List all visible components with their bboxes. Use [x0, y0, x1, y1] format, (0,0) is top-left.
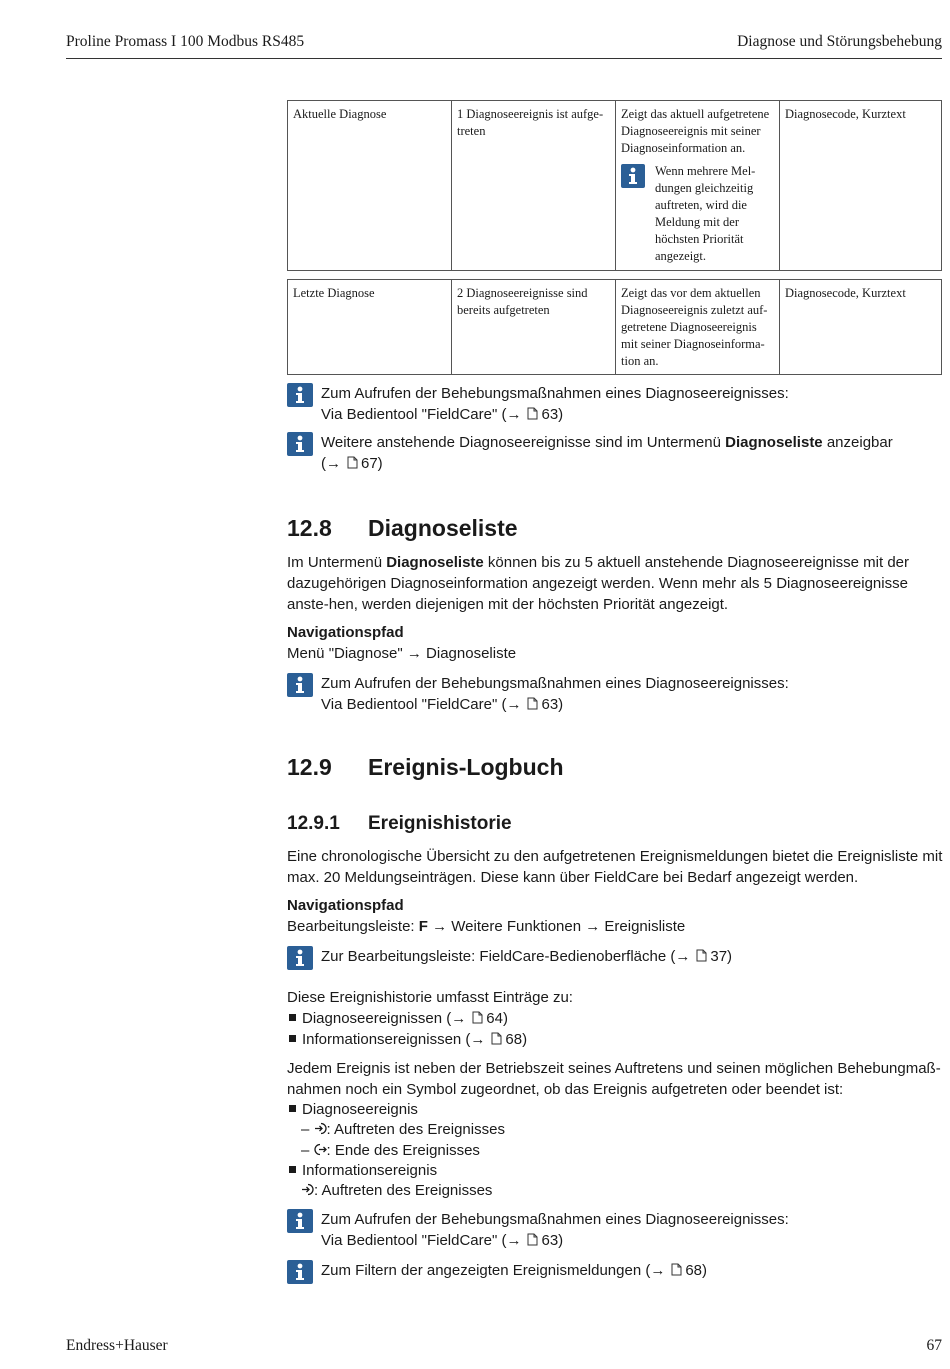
section-title: Ereignishistorie — [368, 813, 512, 834]
list-subitem — [301, 1180, 492, 1201]
note-text-line2 — [321, 404, 789, 425]
paragraph-diagnoseliste — [287, 552, 943, 615]
list-item — [287, 1160, 437, 1181]
dash: – — [301, 1142, 314, 1159]
info-note-bearbeitungsleiste — [287, 946, 732, 970]
page-ref-icon — [671, 1263, 682, 1276]
note-text — [321, 1260, 707, 1284]
event-end-icon — [314, 1143, 327, 1156]
entries-intro: Diese Ereignishistorie umfasst Einträge zu: — [287, 989, 573, 1006]
note-text: Zum Aufrufen der Behebungsmaßnahmen eines Diagnoseereignisses: — [321, 675, 789, 692]
section-heading-12-9-1 — [287, 813, 512, 835]
page-ref-icon — [696, 949, 707, 962]
section-heading-12-8 — [287, 515, 518, 542]
table-row — [288, 101, 942, 271]
page-ref[interactable]: 37) — [710, 948, 733, 965]
list-item-text: Informationsereignis — [302, 1162, 438, 1179]
note-text-bold: Diagnoseliste — [725, 434, 823, 451]
section-title: Ereignis-Logbuch — [368, 754, 564, 780]
info-icon — [287, 383, 313, 407]
nav-label: Navigationspfad — [287, 897, 404, 914]
nav-path: Menü "Diagnose" → Diagnoseliste — [287, 645, 517, 662]
table-row — [288, 280, 942, 375]
note-text — [321, 946, 732, 970]
note-link-text: Via Bedientool "FieldCare" (→ — [321, 1232, 522, 1249]
section-number: 12.9.1 — [287, 813, 340, 834]
header-rule — [66, 58, 942, 59]
nav-text-bold: F — [418, 918, 428, 935]
table-cell-description — [616, 101, 780, 271]
table-cell-parameter: Letzte Diagnose — [288, 280, 452, 375]
note-text: Zum Aufrufen der Behebungsmaßnahmen eines Diagnoseereignisses: — [321, 1211, 789, 1228]
table-cell-parameter: Aktuelle Diagnose — [288, 101, 452, 271]
list-item — [287, 1008, 508, 1029]
info-icon — [287, 432, 313, 456]
info-icon — [287, 1260, 313, 1284]
note-text — [321, 432, 893, 453]
diagnosis-table-row2 — [287, 279, 942, 375]
page-ref-icon — [527, 1233, 538, 1246]
nav-path — [287, 916, 943, 937]
paragraph-ereignishistorie: Eine chronologische Übersicht zu den aufgetretenen Ereignismeldungen bietet die Ereignisliste mit max. 20 Meldungseinträgen. Diese kann über FieldCare bei Bedarf angezeigt werden. — [287, 848, 943, 886]
page-ref[interactable]: 68) — [505, 1031, 528, 1048]
note-text-line2 — [321, 1230, 789, 1251]
info-icon — [287, 946, 313, 970]
para-text-bold: Diagnoseliste — [386, 554, 484, 571]
description-text: Zeigt das aktuell aufgetretene Diagnoseereignis mit seiner Diagnoseinformation an. — [621, 107, 770, 155]
page-ref[interactable]: 63) — [541, 406, 564, 423]
para-text-a: Im Untermenü — [287, 554, 383, 571]
note-link-text: Via Bedientool "FieldCare" (→ — [321, 696, 522, 713]
bullet-icon — [289, 1105, 296, 1112]
footer-company: Endress+Hauser — [66, 1337, 168, 1354]
footer-page-number: 67 — [926, 1337, 942, 1354]
event-start-icon — [314, 1122, 327, 1135]
info-icon — [287, 1209, 313, 1233]
nav-text-a: Bearbeitungsleiste: — [287, 918, 415, 935]
page-ref-icon — [527, 407, 538, 420]
page-ref[interactable]: 67) — [361, 455, 383, 472]
header-chapter-title: Diagnose und Störungsbehebung — [737, 33, 942, 50]
list-subitem — [301, 1140, 480, 1161]
table-cell-prerequisite: 2 Diagnoseereignisse sind bereits aufgetreten — [452, 280, 616, 375]
info-note-diagnoseliste — [287, 432, 893, 474]
info-note — [621, 163, 774, 265]
header-document-title: Proline Promass I 100 Modbus RS485 — [66, 33, 305, 50]
page-ref-icon — [472, 1011, 483, 1024]
list-subitem — [301, 1119, 505, 1140]
bullet-icon — [289, 1035, 296, 1042]
list-item-text: Diagnoseereignis — [302, 1101, 418, 1118]
nav-label: Navigationspfad — [287, 624, 404, 641]
table-cell-prerequisite: 1 Diagnoseereignis ist aufge-treten — [452, 101, 616, 271]
dash: – — [301, 1121, 314, 1138]
info-note-fieldcare-2 — [287, 673, 789, 715]
info-note-filter — [287, 1260, 707, 1284]
list-item-text: : Ende des Ereignisses — [326, 1142, 480, 1159]
note-text-line2 — [321, 453, 893, 474]
diagnosis-table — [287, 100, 942, 271]
table-cell-description: Zeigt das vor dem aktuellen Diagnoseereignis zuletzt auf-getretene Diagnoseereignis mit seiner Diagnoseinforma-tion an. — [616, 280, 780, 375]
list-item-text: : Auftreten des Ereignisses — [326, 1121, 505, 1138]
note-link-text: Via Bedientool "FieldCare" (→ — [321, 406, 522, 423]
note-text-a: Weitere anstehende Diagnoseereignisse sind im Untermenü — [321, 434, 721, 451]
event-start-icon — [301, 1183, 314, 1196]
page-ref[interactable]: 63) — [541, 1232, 564, 1249]
list-item — [287, 1029, 527, 1050]
note-link-text: (→ — [321, 455, 341, 472]
note-text-b: anzeigbar — [826, 434, 893, 451]
page-ref-icon — [347, 456, 358, 469]
info-icon — [621, 164, 645, 188]
info-note-fieldcare — [287, 383, 789, 425]
note-text-line2 — [321, 694, 789, 715]
section-number: 12.9 — [287, 754, 332, 780]
page-ref[interactable]: 63) — [541, 696, 564, 713]
para-text-b: können bis zu 5 aktuell anstehende Diagnoseereignisse mit der dazugehörigen Diagnoseinformation angezeigt werden. Wenn mehr als 5 Diagnoseereignisse anste-hen, werden diejenigen mit der höchsten Priorität angezeigt. — [287, 554, 910, 613]
list-item-text: : Auftreten des Ereignisses — [314, 1182, 493, 1199]
section-title: Diagnoseliste — [368, 515, 518, 541]
table-cell-user-interface: Diagnosecode, Kurztext — [780, 280, 942, 375]
list-item-text: Informationsereignissen (→ — [302, 1031, 486, 1048]
section-heading-12-9 — [287, 754, 564, 781]
info-note-fieldcare-3 — [287, 1209, 789, 1251]
page-ref-icon — [491, 1032, 502, 1045]
info-note-text: Wenn mehrere Mel-dungen gleichzeitig auftreten, wird die Meldung mit der höchsten Priorität angezeigt. — [655, 164, 756, 263]
note-link-text: Zum Filtern der angezeigten Ereignismeldungen (→ — [321, 1262, 666, 1279]
table-cell-user-interface: Diagnosecode, Kurztext — [780, 101, 942, 271]
note-text: Zum Aufrufen der Behebungsmaßnahmen eines Diagnoseereignisses: — [321, 385, 789, 402]
bullet-icon — [289, 1166, 296, 1173]
note-link-text: Zur Bearbeitungsleiste: FieldCare-Bedienoberfläche (→ — [321, 948, 691, 965]
info-icon — [287, 673, 313, 697]
list-item-text: Diagnoseereignissen (→ — [302, 1010, 467, 1027]
nav-text-b: → Weitere Funktionen → Ereignisliste — [432, 918, 686, 935]
list-item — [287, 1099, 418, 1120]
section-number: 12.8 — [287, 515, 332, 541]
bullet-icon — [289, 1014, 296, 1021]
paragraph-symbols: Jedem Ereignis ist neben der Betriebszeit seines Auftretens und seinen möglichen Behebungmaß-nahmen noch ein Symbol zugeordnet, ob das Ereignis aufgetreten oder beendet ist: — [287, 1060, 941, 1098]
page-ref[interactable]: 64) — [486, 1010, 508, 1027]
page-ref[interactable]: 68) — [685, 1262, 708, 1279]
page-ref-icon — [527, 697, 538, 710]
